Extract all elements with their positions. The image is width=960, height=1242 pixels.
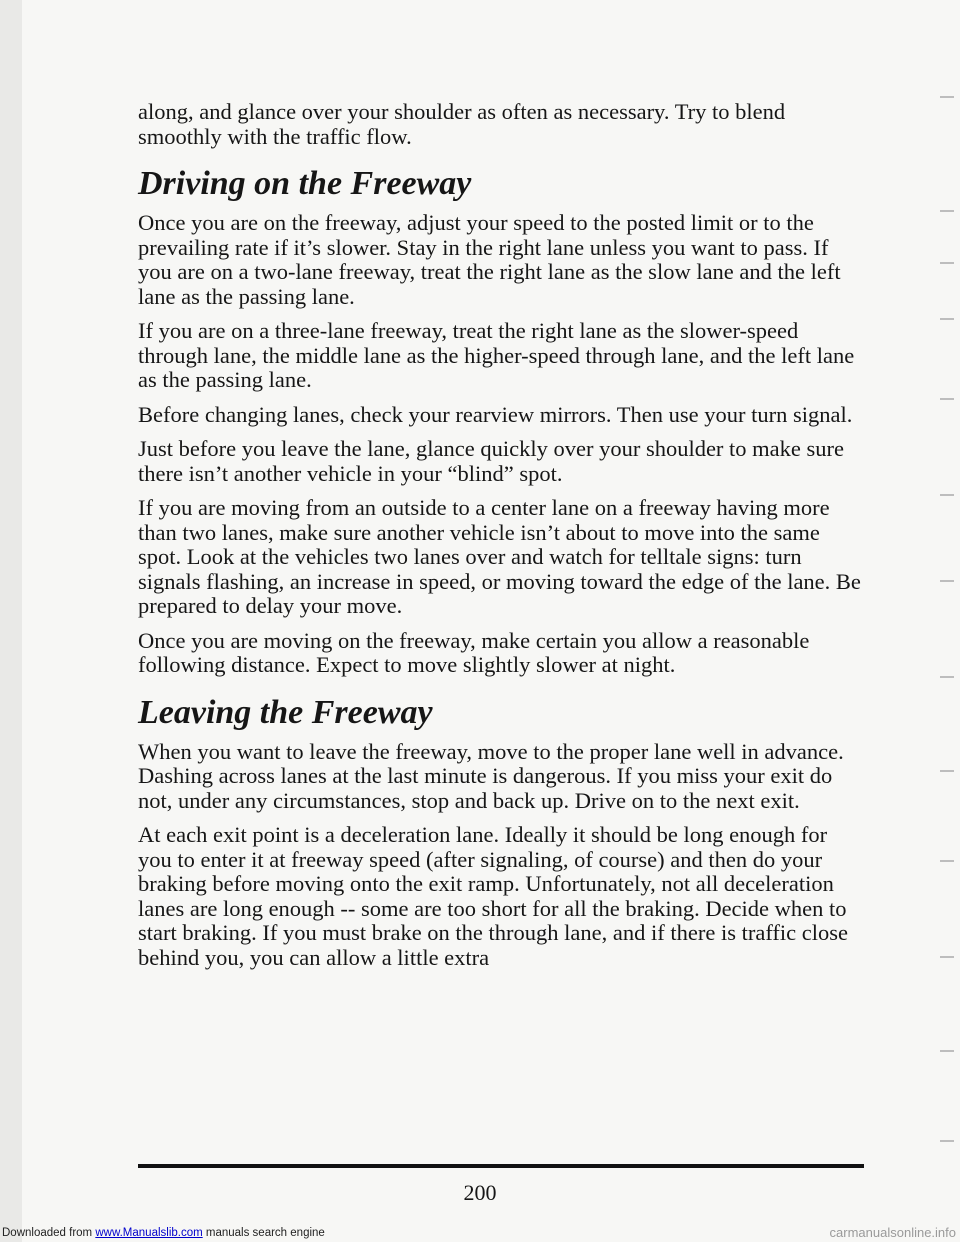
scan-left-strip bbox=[0, 0, 22, 1242]
page-number: 200 bbox=[463, 1180, 497, 1205]
section-heading-leaving-freeway: Leaving the Freeway bbox=[138, 693, 433, 731]
continued-paragraph: along, and glance over your shoulder as often as necessary. Try to blend smoothly with the traffic flow. bbox=[138, 99, 786, 149]
body-paragraph: Before changing lanes, check your rearview mirrors. Then use your turn signal. bbox=[138, 401, 853, 427]
body-paragraph: When you want to leave the freeway, move to the proper lane well in advance. Dashing across lanes at the last minute is dangerous. If you miss your exit do not, under any circumstances, stop and back up. Drive on to the next exit. bbox=[138, 738, 844, 813]
footer-suffix: manuals search engine bbox=[202, 1227, 325, 1239]
body-paragraph: Just before you leave the lane, glance quickly over your shoulder to make sure there isn’t another vehicle in your “blind” spot. bbox=[138, 436, 845, 486]
body-paragraph: If you are on a three-lane freeway, treat the right lane as the slower-speed through lane, the middle lane as the higher-speed through lane, and the left lane as the passing lane. bbox=[138, 318, 855, 392]
page-content bbox=[138, 100, 864, 980]
footer-rule bbox=[138, 1164, 864, 1168]
body-paragraph: If you are moving from an outside to a center lane on a freeway having more than two lanes, make sure another vehicle isn’t about to move into the same spot. Look at the vehicles two lanes over and watch for telltale signs: turn signals flashing, an increase in speed, or moving toward the edge of the lane. Be prepared to delay your move. bbox=[138, 495, 861, 618]
body-paragraph: Once you are on the freeway, adjust your speed to the posted limit or to the prevailing rate if it’s slower. Stay in the right lane unless you want to pass. If you are on a two-lane freeway, treat the right lane as the slow lane and the left lane as the passing lane. bbox=[138, 210, 841, 309]
scan-edge-marks bbox=[930, 0, 960, 1242]
manualslib-link[interactable]: www.Manualslib.com bbox=[95, 1227, 203, 1239]
download-footer bbox=[2, 1227, 325, 1239]
body-paragraph: At each exit point is a deceleration lane. Ideally it should be long enough for you to enter it at freeway speed (after signaling, of course) and then do your braking before moving onto the exit ramp. Unfortunately, not all deceleration lanes are long enough -- some are too short for all the braking. Decide when to start braking. If you must brake on the through lane, and if there is traffic close behind you, you can allow a little extra bbox=[138, 822, 848, 970]
watermark-text: carmanualsonline.info bbox=[829, 1225, 956, 1240]
footer-prefix: Downloaded from bbox=[2, 1227, 96, 1239]
body-paragraph: Once you are moving on the freeway, make certain you allow a reasonable following distance. Expect to move slightly slower at night. bbox=[138, 627, 810, 677]
section-heading-driving-on-freeway: Driving on the Freeway bbox=[138, 165, 472, 202]
